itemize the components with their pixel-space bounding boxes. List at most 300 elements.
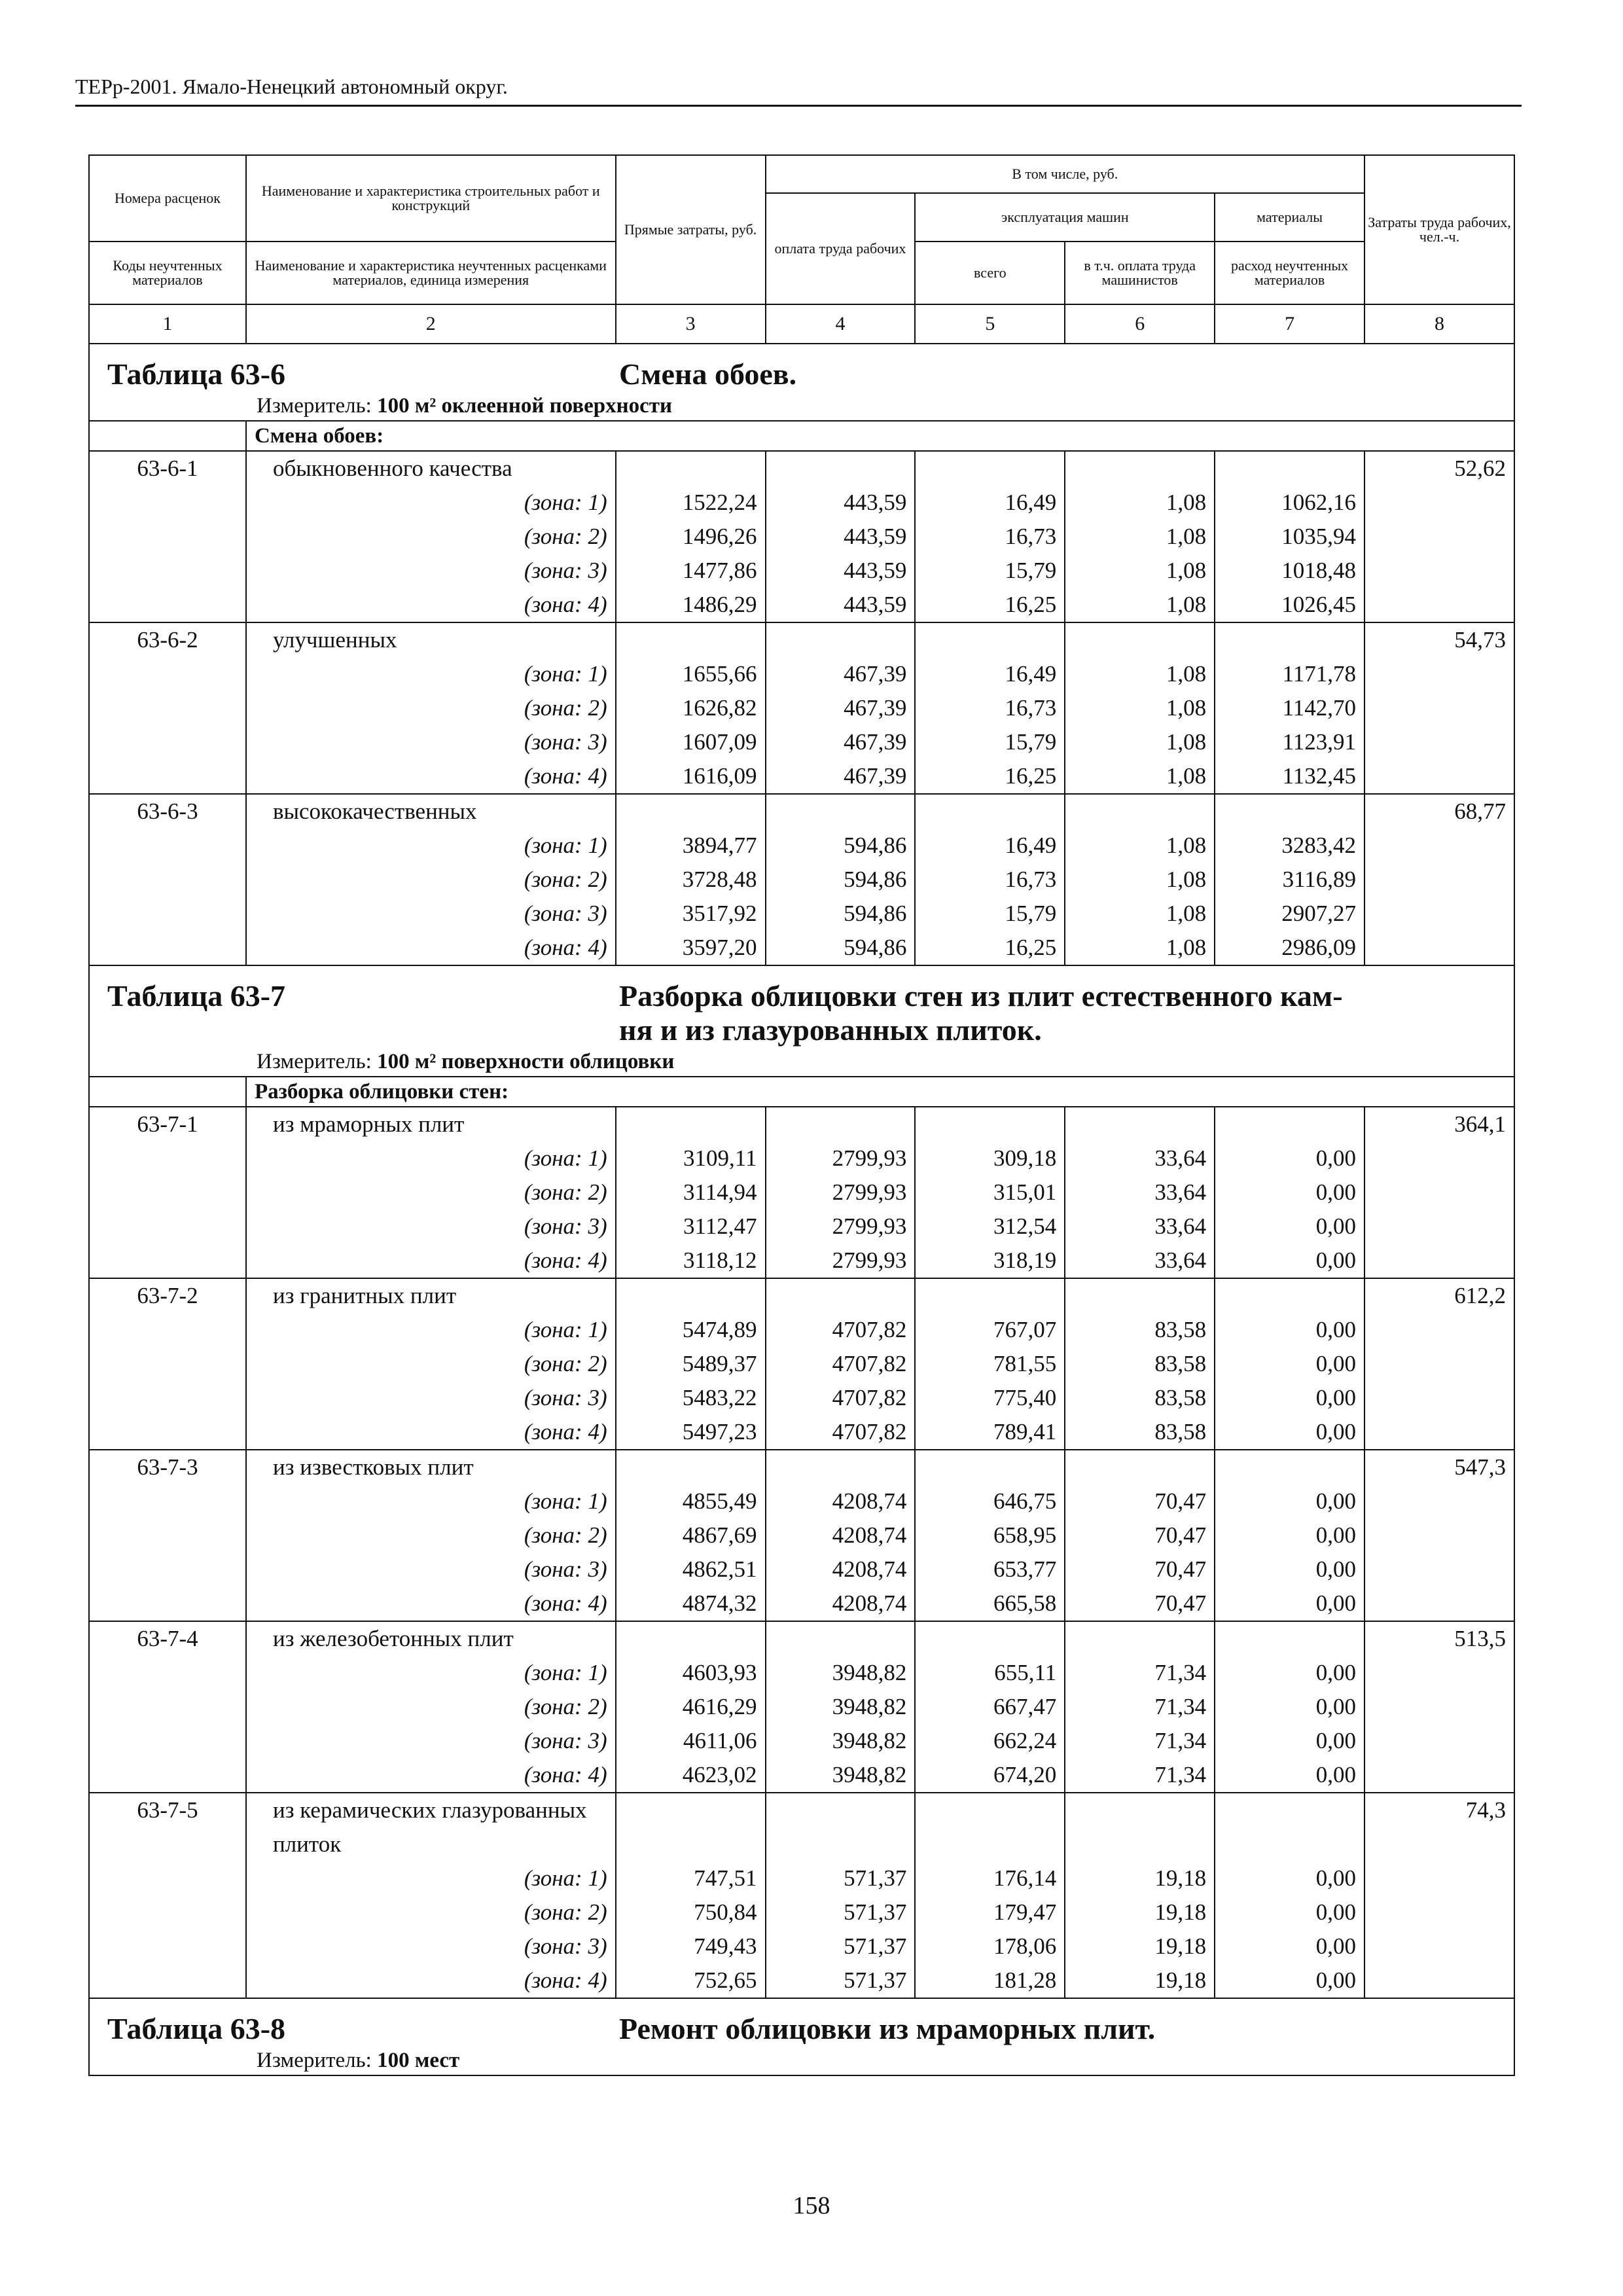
value-cell: 4707,82 — [766, 1347, 916, 1381]
value-cell: 83,58 — [1065, 1347, 1215, 1381]
value-cell: 15,79 — [915, 554, 1065, 588]
value-cell: 646,75 — [915, 1484, 1065, 1518]
section-title-row — [89, 344, 1514, 421]
value-cell: 309,18 — [915, 1141, 1065, 1175]
value-cell: 318,19 — [915, 1244, 1065, 1278]
value-cell: 33,64 — [1065, 1141, 1215, 1175]
section-title-row — [89, 965, 1514, 1077]
empty-cell — [1215, 1278, 1364, 1313]
empty-cell — [915, 1621, 1065, 1656]
empty-cell — [1215, 622, 1364, 657]
value-cell: 19,18 — [1065, 1964, 1215, 1998]
measure-value: 100 м² оклеенной поверхности — [377, 394, 672, 418]
item-name — [246, 1450, 616, 1484]
value-cell: 16,25 — [915, 759, 1065, 794]
section-title-cell — [89, 965, 1514, 1077]
zone-label: (зона: 4) — [246, 1587, 616, 1621]
section-code: Таблица 63-6 — [107, 357, 286, 391]
measure-value: 100 м² поверхности облицовки — [377, 1050, 675, 1073]
header-rate-number: Номера расценок — [89, 155, 246, 242]
section-title-row — [89, 1998, 1514, 2075]
value-cell: 179,47 — [915, 1895, 1065, 1929]
value-cell: 467,39 — [766, 691, 916, 725]
value-cell: 594,86 — [766, 829, 916, 863]
zone-row — [89, 520, 1514, 554]
page-number: 158 — [793, 2192, 830, 2219]
value-cell: 2799,93 — [766, 1210, 916, 1244]
zone-row — [89, 588, 1514, 622]
value-cell: 16,25 — [915, 931, 1065, 965]
blank-cell — [89, 1077, 246, 1107]
value-cell: 4208,74 — [766, 1552, 916, 1587]
value-cell: 4862,51 — [616, 1552, 766, 1587]
value-cell: 747,51 — [616, 1861, 766, 1895]
group-title: Смена обоев: — [246, 421, 1514, 451]
value-cell: 1607,09 — [616, 725, 766, 759]
value-cell: 15,79 — [915, 725, 1065, 759]
zone-label: (зона: 2) — [246, 1518, 616, 1552]
value-cell: 1026,45 — [1215, 588, 1364, 622]
labor-cost: 54,73 — [1364, 622, 1514, 794]
value-cell: 5489,37 — [616, 1347, 766, 1381]
zone-label: (зона: 4) — [246, 1244, 616, 1278]
zone-row — [89, 1724, 1514, 1758]
value-cell: 176,14 — [915, 1861, 1065, 1895]
measure — [99, 391, 1504, 420]
measure-label: Измеритель: — [257, 2049, 372, 2072]
value-cell: 4611,06 — [616, 1724, 766, 1758]
item-code: 63-7-1 — [89, 1107, 246, 1278]
empty-cell — [915, 1107, 1065, 1141]
value-cell: 443,59 — [766, 554, 916, 588]
header-materials: материалы — [1215, 193, 1364, 242]
value-cell: 1,08 — [1065, 691, 1215, 725]
item-code: 63-6-3 — [89, 794, 246, 965]
value-cell: 4208,74 — [766, 1587, 916, 1621]
item-name — [246, 1278, 616, 1313]
empty-cell — [1065, 794, 1215, 829]
value-cell: 178,06 — [915, 1929, 1065, 1964]
value-cell: 3283,42 — [1215, 829, 1364, 863]
zone-row — [89, 1758, 1514, 1793]
empty-cell — [915, 451, 1065, 486]
zone-row — [89, 1929, 1514, 1964]
value-cell: 1,08 — [1065, 486, 1215, 520]
value-cell: 0,00 — [1215, 1552, 1364, 1587]
blank-cell — [89, 421, 246, 451]
header-machines: эксплуатация машин — [915, 193, 1215, 242]
value-cell: 0,00 — [1215, 1381, 1364, 1415]
zone-row — [89, 759, 1514, 794]
labor-cost: 364,1 — [1364, 1107, 1514, 1278]
empty-cell — [915, 1278, 1065, 1313]
empty-cell — [915, 1793, 1065, 1861]
zone-row — [89, 931, 1514, 965]
value-cell: 1,08 — [1065, 829, 1215, 863]
value-cell: 467,39 — [766, 759, 916, 794]
section-title — [619, 2012, 1404, 2046]
zone-row — [89, 829, 1514, 863]
zone-row — [89, 1861, 1514, 1895]
empty-cell — [1065, 1793, 1215, 1861]
value-cell: 312,54 — [915, 1210, 1065, 1244]
header-machines-total: всего — [915, 242, 1065, 304]
empty-cell — [1065, 1621, 1215, 1656]
value-cell: 571,37 — [766, 1895, 916, 1929]
item-name-line: из керамических глазурованных — [272, 1797, 587, 1823]
value-cell: 767,07 — [915, 1313, 1065, 1347]
column-number: 4 — [766, 304, 916, 344]
value-cell: 71,34 — [1065, 1690, 1215, 1724]
zone-label: (зона: 1) — [246, 1861, 616, 1895]
value-cell: 781,55 — [915, 1347, 1065, 1381]
zone-row — [89, 1518, 1514, 1552]
header-machinist-wages: в т.ч. оплата труда машинистов — [1065, 242, 1215, 304]
value-cell: 667,47 — [915, 1690, 1065, 1724]
column-number: 7 — [1215, 304, 1364, 344]
value-cell: 594,86 — [766, 897, 916, 931]
item-name-line: обыкновенного качества — [272, 456, 512, 481]
value-cell: 4874,32 — [616, 1587, 766, 1621]
value-cell: 3948,82 — [766, 1690, 916, 1724]
value-cell: 1171,78 — [1215, 657, 1364, 691]
value-cell: 3114,94 — [616, 1175, 766, 1210]
value-cell: 750,84 — [616, 1895, 766, 1929]
price-table — [88, 154, 1515, 2076]
value-cell: 1132,45 — [1215, 759, 1364, 794]
value-cell: 3118,12 — [616, 1244, 766, 1278]
zone-row — [89, 1964, 1514, 1998]
zone-row — [89, 725, 1514, 759]
value-cell: 467,39 — [766, 657, 916, 691]
value-cell: 315,01 — [915, 1175, 1065, 1210]
value-cell: 71,34 — [1065, 1656, 1215, 1690]
zone-row — [89, 1210, 1514, 1244]
value-cell: 1655,66 — [616, 657, 766, 691]
zone-label: (зона: 4) — [246, 1415, 616, 1450]
value-cell: 70,47 — [1065, 1552, 1215, 1587]
measure — [99, 1047, 1504, 1076]
value-cell: 594,86 — [766, 863, 916, 897]
value-cell: 1522,24 — [616, 486, 766, 520]
value-cell: 3109,11 — [616, 1141, 766, 1175]
value-cell: 4616,29 — [616, 1690, 766, 1724]
value-cell: 5483,22 — [616, 1381, 766, 1415]
value-cell: 83,58 — [1065, 1313, 1215, 1347]
labor-cost: 74,3 — [1364, 1793, 1514, 1998]
value-cell: 3894,77 — [616, 829, 766, 863]
value-cell: 4623,02 — [616, 1758, 766, 1793]
empty-cell — [1215, 1793, 1364, 1861]
zone-label: (зона: 2) — [246, 863, 616, 897]
value-cell: 4208,74 — [766, 1518, 916, 1552]
header-labor-cost: Затраты труда рабочих, чел.-ч. — [1364, 155, 1514, 304]
empty-cell — [616, 622, 766, 657]
value-cell: 4855,49 — [616, 1484, 766, 1518]
zone-label: (зона: 3) — [246, 1210, 616, 1244]
value-cell: 16,49 — [915, 486, 1065, 520]
measure-label: Измеритель: — [257, 1050, 372, 1073]
zone-row — [89, 1381, 1514, 1415]
zone-label: (зона: 1) — [246, 486, 616, 520]
value-cell: 662,24 — [915, 1724, 1065, 1758]
column-number: 1 — [89, 304, 246, 344]
value-cell: 4707,82 — [766, 1313, 916, 1347]
empty-cell — [1065, 451, 1215, 486]
table-body — [89, 344, 1514, 2075]
value-cell: 83,58 — [1065, 1415, 1215, 1450]
item-name-line: плиток — [272, 1831, 342, 1857]
value-cell: 1,08 — [1065, 725, 1215, 759]
zone-row — [89, 1347, 1514, 1381]
item-name — [246, 622, 616, 657]
value-cell: 0,00 — [1215, 1656, 1364, 1690]
zone-label: (зона: 3) — [246, 1552, 616, 1587]
zone-label: (зона: 2) — [246, 1175, 616, 1210]
empty-cell — [766, 1107, 916, 1141]
item-code: 63-7-2 — [89, 1278, 246, 1450]
value-cell: 0,00 — [1215, 1895, 1364, 1929]
zone-row — [89, 691, 1514, 725]
section-title-line: Разборка облицовки стен из плит естественного кам- — [619, 979, 1343, 1013]
empty-cell — [766, 1450, 916, 1484]
zone-row — [89, 554, 1514, 588]
value-cell: 3112,47 — [616, 1210, 766, 1244]
zone-row — [89, 1587, 1514, 1621]
empty-cell — [1065, 1450, 1215, 1484]
value-cell: 0,00 — [1215, 1518, 1364, 1552]
labor-cost: 612,2 — [1364, 1278, 1514, 1450]
zone-row — [89, 1690, 1514, 1724]
zone-label: (зона: 2) — [246, 1347, 616, 1381]
value-cell: 33,64 — [1065, 1244, 1215, 1278]
labor-cost: 68,77 — [1364, 794, 1514, 965]
zone-label: (зона: 3) — [246, 554, 616, 588]
item-name — [246, 1621, 616, 1656]
zone-row — [89, 657, 1514, 691]
zone-row — [89, 1552, 1514, 1587]
item-name — [246, 1793, 616, 1861]
zone-label: (зона: 1) — [246, 1141, 616, 1175]
section-title-cell — [89, 344, 1514, 421]
item-name-line: улучшенных — [272, 627, 397, 653]
value-cell: 653,77 — [915, 1552, 1065, 1587]
item-row — [89, 794, 1514, 829]
header-work-name: Наименование и характеристика строительных работ и конструкций — [246, 155, 616, 242]
zone-row — [89, 1415, 1514, 1450]
value-cell: 752,65 — [616, 1964, 766, 1998]
labor-cost: 513,5 — [1364, 1621, 1514, 1793]
value-cell: 571,37 — [766, 1929, 916, 1964]
column-number: 5 — [915, 304, 1065, 344]
value-cell: 70,47 — [1065, 1587, 1215, 1621]
value-cell: 2799,93 — [766, 1141, 916, 1175]
section-title — [619, 357, 1404, 391]
zone-row — [89, 1484, 1514, 1518]
value-cell: 3116,89 — [1215, 863, 1364, 897]
zone-label: (зона: 3) — [246, 1724, 616, 1758]
value-cell: 0,00 — [1215, 1724, 1364, 1758]
value-cell: 594,86 — [766, 931, 916, 965]
value-cell: 71,34 — [1065, 1724, 1215, 1758]
value-cell: 3517,92 — [616, 897, 766, 931]
item-name — [246, 451, 616, 486]
value-cell: 70,47 — [1065, 1484, 1215, 1518]
zone-row — [89, 1175, 1514, 1210]
empty-cell — [1215, 1450, 1364, 1484]
column-number: 2 — [246, 304, 616, 344]
item-row — [89, 1107, 1514, 1141]
zone-label: (зона: 2) — [246, 691, 616, 725]
value-cell: 0,00 — [1215, 1141, 1364, 1175]
empty-cell — [1065, 1107, 1215, 1141]
value-cell: 674,20 — [915, 1758, 1065, 1793]
zone-row — [89, 1313, 1514, 1347]
zone-row — [89, 1244, 1514, 1278]
value-cell: 0,00 — [1215, 1244, 1364, 1278]
value-cell: 19,18 — [1065, 1895, 1215, 1929]
header-material-codes: Коды неучтенных материалов — [89, 242, 246, 304]
zone-label: (зона: 1) — [246, 829, 616, 863]
item-name-line: из железобетонных плит — [272, 1626, 514, 1651]
table-header — [89, 155, 1514, 344]
zone-row — [89, 863, 1514, 897]
value-cell: 16,49 — [915, 657, 1065, 691]
zone-label: (зона: 2) — [246, 520, 616, 554]
value-cell: 1616,09 — [616, 759, 766, 794]
measure-value: 100 мест — [377, 2049, 460, 2072]
value-cell: 5474,89 — [616, 1313, 766, 1347]
value-cell: 571,37 — [766, 1861, 916, 1895]
column-number: 8 — [1364, 304, 1514, 344]
item-row — [89, 1278, 1514, 1313]
value-cell: 4707,82 — [766, 1415, 916, 1450]
value-cell: 749,43 — [616, 1929, 766, 1964]
section-code: Таблица 63-7 — [107, 979, 286, 1013]
item-name-line: из мраморных плит — [272, 1111, 465, 1137]
empty-cell — [1065, 622, 1215, 657]
zone-label: (зона: 2) — [246, 1895, 616, 1929]
empty-cell — [1215, 451, 1364, 486]
zone-label: (зона: 1) — [246, 1313, 616, 1347]
header-material-use: расход неучтенных материалов — [1215, 242, 1364, 304]
value-cell: 1486,29 — [616, 588, 766, 622]
value-cell: 443,59 — [766, 520, 916, 554]
zone-label: (зона: 4) — [246, 1964, 616, 1998]
value-cell: 443,59 — [766, 486, 916, 520]
value-cell: 0,00 — [1215, 1484, 1364, 1518]
value-cell: 655,11 — [915, 1656, 1065, 1690]
value-cell: 4603,93 — [616, 1656, 766, 1690]
empty-cell — [766, 794, 916, 829]
value-cell: 1,08 — [1065, 897, 1215, 931]
item-name-line: из гранитных плит — [272, 1283, 457, 1308]
item-row — [89, 1621, 1514, 1656]
value-cell: 19,18 — [1065, 1929, 1215, 1964]
value-cell: 4208,74 — [766, 1484, 916, 1518]
item-code: 63-6-2 — [89, 622, 246, 794]
value-cell: 1142,70 — [1215, 691, 1364, 725]
value-cell: 1,08 — [1065, 931, 1215, 965]
item-code: 63-7-3 — [89, 1450, 246, 1621]
column-number-row — [89, 304, 1514, 344]
value-cell: 571,37 — [766, 1964, 916, 1998]
item-code: 63-6-1 — [89, 451, 246, 622]
item-row — [89, 622, 1514, 657]
value-cell: 2907,27 — [1215, 897, 1364, 931]
column-number: 3 — [616, 304, 766, 344]
value-cell: 1626,82 — [616, 691, 766, 725]
value-cell: 4707,82 — [766, 1381, 916, 1415]
empty-cell — [915, 794, 1065, 829]
value-cell: 0,00 — [1215, 1758, 1364, 1793]
empty-cell — [1215, 1621, 1364, 1656]
value-cell: 5497,23 — [616, 1415, 766, 1450]
value-cell: 2799,93 — [766, 1244, 916, 1278]
value-cell: 16,73 — [915, 863, 1065, 897]
section-code: Таблица 63-8 — [107, 2012, 286, 2045]
column-number: 6 — [1065, 304, 1215, 344]
section-title-line: Смена обоев. — [619, 357, 797, 391]
empty-cell — [616, 1450, 766, 1484]
header-including: В том числе, руб. — [766, 155, 1365, 193]
value-cell: 2799,93 — [766, 1175, 916, 1210]
value-cell: 0,00 — [1215, 1347, 1364, 1381]
value-cell: 1062,16 — [1215, 486, 1364, 520]
empty-cell — [616, 451, 766, 486]
value-cell: 33,64 — [1065, 1210, 1215, 1244]
zone-label: (зона: 1) — [246, 1484, 616, 1518]
value-cell: 1,08 — [1065, 554, 1215, 588]
value-cell: 3948,82 — [766, 1724, 916, 1758]
labor-cost: 547,3 — [1364, 1450, 1514, 1621]
group-title: Разборка облицовки стен: — [246, 1077, 1514, 1107]
value-cell: 4867,69 — [616, 1518, 766, 1552]
empty-cell — [766, 1621, 916, 1656]
section-title-line: Ремонт облицовки из мраморных плит. — [619, 2012, 1156, 2045]
item-code: 63-7-5 — [89, 1793, 246, 1998]
header-material-names: Наименование и характеристика неучтенных расценками материалов, единица измерения — [246, 242, 616, 304]
item-name-line: из известковых плит — [272, 1454, 474, 1480]
empty-cell — [616, 1278, 766, 1313]
value-cell: 33,64 — [1065, 1175, 1215, 1210]
item-row — [89, 1793, 1514, 1861]
empty-cell — [766, 1793, 916, 1861]
value-cell: 665,58 — [915, 1587, 1065, 1621]
value-cell: 16,73 — [915, 691, 1065, 725]
empty-cell — [616, 1621, 766, 1656]
value-cell: 0,00 — [1215, 1964, 1364, 1998]
value-cell: 70,47 — [1065, 1518, 1215, 1552]
group-title-row — [89, 421, 1514, 451]
value-cell: 1,08 — [1065, 863, 1215, 897]
item-name-line: высококачественных — [272, 798, 477, 824]
value-cell: 1,08 — [1065, 588, 1215, 622]
zone-row — [89, 1141, 1514, 1175]
value-cell: 1,08 — [1065, 657, 1215, 691]
zone-label: (зона: 4) — [246, 1758, 616, 1793]
item-name — [246, 1107, 616, 1141]
empty-cell — [616, 1793, 766, 1861]
zone-label: (зона: 2) — [246, 1690, 616, 1724]
section-title — [619, 979, 1404, 1047]
value-cell: 0,00 — [1215, 1175, 1364, 1210]
empty-cell — [766, 622, 916, 657]
empty-cell — [915, 622, 1065, 657]
value-cell: 71,34 — [1065, 1758, 1215, 1793]
value-cell: 16,73 — [915, 520, 1065, 554]
value-cell: 0,00 — [1215, 1415, 1364, 1450]
